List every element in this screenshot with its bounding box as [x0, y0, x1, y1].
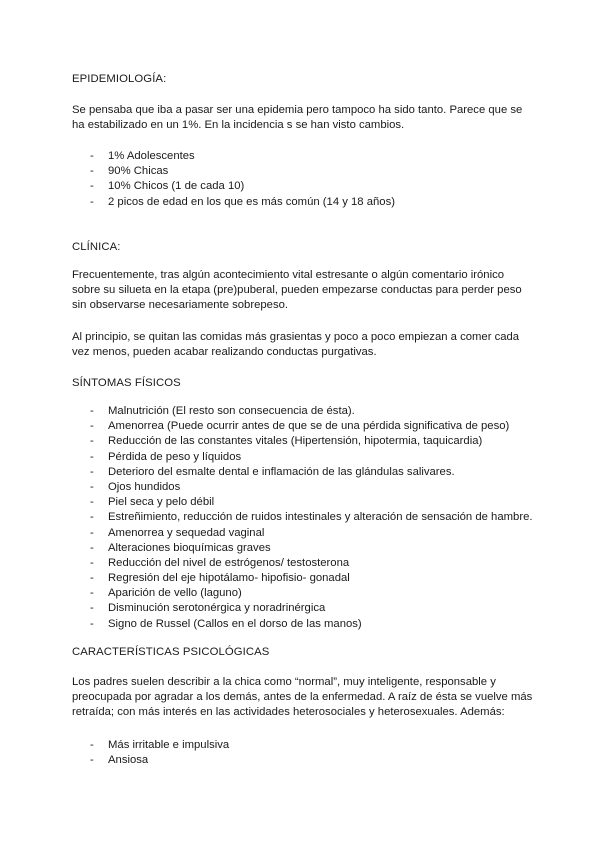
bullet-dash: -	[90, 511, 94, 524]
list-item: - 2 picos de edad en los que es más común (14 y 18 años)	[90, 195, 395, 208]
paragraph-epidemiologia: Se pensaba que iba a pasar ser una epidemia pero tampoco ha sido tanto. Parece que se ha estabilizado en un 1%. En la incidencia s se han visto cambios.	[72, 104, 523, 131]
list-item: - Piel seca y pelo débil	[90, 496, 215, 509]
list-item: - Ojos hundidos	[90, 480, 181, 493]
list-item: - Alteraciones bioquímicas graves	[90, 541, 271, 554]
list-item: - Amenorrea y sequedad vaginal	[90, 526, 265, 539]
bullet-dash: -	[90, 739, 94, 751]
list-item: - Pérdida de peso y líquidos	[90, 450, 242, 463]
paragraph-clinica-2: Al principio, se quitan las comidas más grasientas y poco a poco empiezan a comer cada vez menos, pueden acabar realizando conductas purgativas.	[72, 331, 520, 358]
list-item: - Más irritable e impulsiva	[90, 739, 230, 751]
list-sintomas	[90, 404, 533, 632]
bullet-dash: -	[90, 480, 94, 493]
list-item: - Aparición de vello (laguno)	[90, 587, 242, 600]
bullet-dash: -	[90, 496, 94, 509]
bullet-dash: -	[90, 195, 94, 208]
bullet-dash: -	[90, 754, 94, 767]
list-item: - Deterioro del esmalte dental e inflamación de las glándulas salivares.	[90, 465, 455, 478]
list-item: - 90% Chicas	[90, 165, 169, 178]
list-item: - Disminución serotonérgica y noradrinérgica	[90, 602, 326, 615]
bullet-dash: -	[90, 541, 94, 554]
list-item: - Estreñimiento, reducción de ruidos intestinales y alteración de sensación de hambre.	[90, 511, 533, 524]
bullet-dash: -	[90, 465, 94, 478]
heading-clinica: CLÍNICA:	[72, 241, 121, 253]
bullet-dash: -	[90, 435, 94, 448]
list-epidemiologia	[90, 149, 395, 210]
list-item: - Signo de Russel (Callos en el dorso de las manos)	[90, 617, 362, 630]
list-item: - 1% Adolescentes	[90, 150, 195, 162]
list-psicologicas	[90, 738, 229, 768]
bullet-dash: -	[90, 180, 94, 193]
list-item: - Amenorrea (Puede ocurrir antes de que se de una pérdida significativa de peso)	[90, 420, 510, 433]
bullet-dash: -	[90, 165, 94, 178]
bullet-dash: -	[90, 556, 94, 569]
heading-epidemiologia: EPIDEMIOLOGÍA:	[72, 73, 167, 85]
list-item: - Reducción del nivel de estrógenos/ testosterona	[90, 556, 350, 569]
bullet-dash: -	[90, 405, 94, 417]
list-item: - Malnutrición (El resto son consecuencia de ésta).	[90, 405, 355, 417]
list-item: - 10% Chicos (1 de cada 10)	[90, 180, 245, 193]
bullet-dash: -	[90, 587, 94, 600]
bullet-dash: -	[90, 602, 94, 615]
list-item: - Ansiosa	[90, 754, 149, 767]
list-item: - Regresión del eje hipotálamo- hipofisio- gonadal	[90, 572, 350, 585]
heading-sintomas: SÍNTOMAS FÍSICOS	[72, 377, 181, 389]
bullet-dash: -	[90, 526, 94, 539]
paragraph-psicologicas: Los padres suelen describir a la chica como “normal”, muy inteligente, responsable y preocupada por agradar a los demás, antes de la enfermedad. A raíz de ésta se vuelve más retraída; con más interés en las actividades heterosociales y heterosexuales. Además:	[72, 676, 533, 718]
bullet-dash: -	[90, 150, 94, 162]
bullet-dash: -	[90, 450, 94, 463]
heading-psicologicas: CARACTERÍSTICAS PSICOLÓGICAS	[72, 646, 270, 658]
bullet-dash: -	[90, 420, 94, 433]
bullet-dash: -	[90, 617, 94, 630]
paragraph-clinica-1: Frecuentemente, tras algún acontecimiento vital estresante o algún comentario irónico sobre su silueta en la etapa (pre)puberal, pueden empezarse conductas para perder peso sin observarse necesariamente sobrepeso.	[72, 269, 522, 311]
list-item: - Reducción de las constantes vitales (Hipertensión, hipotermia, taquicardia)	[90, 435, 483, 448]
bullet-dash: -	[90, 572, 94, 585]
